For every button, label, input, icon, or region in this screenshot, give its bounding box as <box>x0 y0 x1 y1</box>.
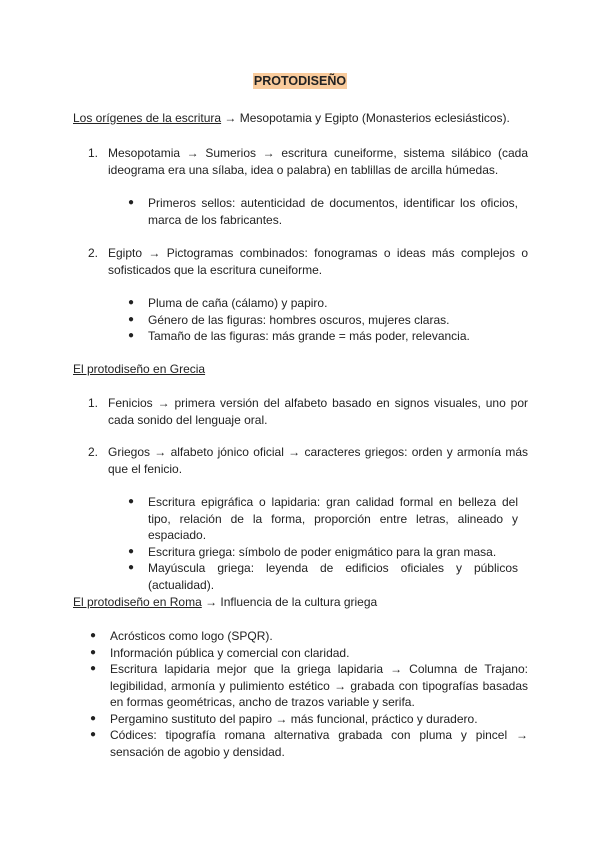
origins-item-2: 2. Egipto → Pictogramas combinados: fonogramas o ideas más complejos o sofisticados que la escritura cuneiforme. <box>88 246 528 277</box>
greece-item-2-bullets <box>128 494 518 593</box>
section-link-greece: El protodiseño en Grecia <box>73 362 206 376</box>
bullet-icon: ● <box>128 297 135 308</box>
greece-item-2: 2. Griegos → alfabeto jónico oficial → caracteres griegos: orden y armonía más que el fenicio. <box>88 445 528 476</box>
list-item: ● Acrósticos como logo (SPQR). <box>90 629 273 643</box>
section-heading-rome: El protodiseño en Roma → Influencia de la cultura griega <box>73 595 378 609</box>
bullet-icon: ● <box>90 729 97 740</box>
section-link-origins: Los orígenes de la escritura <box>73 111 222 125</box>
list-item: ● Género de las figuras: hombres oscuros, mujeres claras. <box>128 312 450 327</box>
greece-item-1: 1. Fenicios → primera versión del alfabeto basado en signos visuales, uno por cada sonido del lenguaje oral. <box>88 396 528 427</box>
origins-item-1: 1. Mesopotamia → Sumerios → escritura cuneiforme, sistema silábico (cada ideograma era una sílaba, idea o palabra) en tablillas de arcilla húmedas. <box>88 146 528 177</box>
bullet-icon: ● <box>90 646 97 658</box>
list-item: ● Escritura epigráfica o lapidaria: gran calidad formal en belleza del tipo, relación de la forma, proporción entre letras, alineado y espaciado. <box>128 495 518 542</box>
bullet-icon: ● <box>128 496 135 507</box>
bullet-icon: ● <box>128 313 135 325</box>
list-item: ● Tamaño de las figuras: más grande = más poder, relevancia. <box>128 329 470 343</box>
list-item: ● Mayúscula griega: leyenda de edificios oficiales y públicos (actualidad). <box>128 561 518 592</box>
section-heading-greece <box>73 361 533 378</box>
section-link-rome: El protodiseño en Roma <box>73 595 202 609</box>
list-item: ● Pluma de caña (cálamo) y papiro. <box>128 296 328 310</box>
bullet-icon: ● <box>90 630 97 641</box>
page-title: PROTODISEÑO <box>253 74 347 88</box>
list-item: ● Información pública y comercial con claridad. <box>90 645 350 660</box>
bullet-icon: ● <box>128 545 135 557</box>
list-item: ● Escritura lapidaria mejor que la griega lapidaria → Columna de Trajano: legibilidad, armonía y pulimiento estético → grabada con tipografías basadas en formas geométricas, ancho de trazos variable y serifa. <box>90 662 528 709</box>
bullet-icon: ● <box>128 330 135 341</box>
origins-item-1-bullets <box>128 195 518 228</box>
list-item: ● Primeros sellos: autenticidad de documentos, identificar los oficios, marca de los fabricantes. <box>128 196 518 227</box>
bullet-icon: ● <box>90 663 97 674</box>
origins-item-2-bullets <box>128 295 518 345</box>
list-item: ● Escritura griega: símbolo de poder enigmático para la gran masa. <box>128 544 497 559</box>
section-heading-origins: Los orígenes de la escritura → Mesopotamia y Egipto (Monasterios eclesiásticos). <box>73 111 510 125</box>
list-item: ● Códices: tipografía romana alternativa grabada con pluma y pincel → sensación de agobio y densidad. <box>90 728 528 759</box>
rome-bullets <box>90 628 528 760</box>
bullet-icon: ● <box>128 197 135 208</box>
bullet-icon: ● <box>90 712 97 724</box>
bullet-icon: ● <box>128 562 135 573</box>
list-item: ● Pergamino sustituto del papiro → más funcional, práctico y duradero. <box>90 711 478 726</box>
